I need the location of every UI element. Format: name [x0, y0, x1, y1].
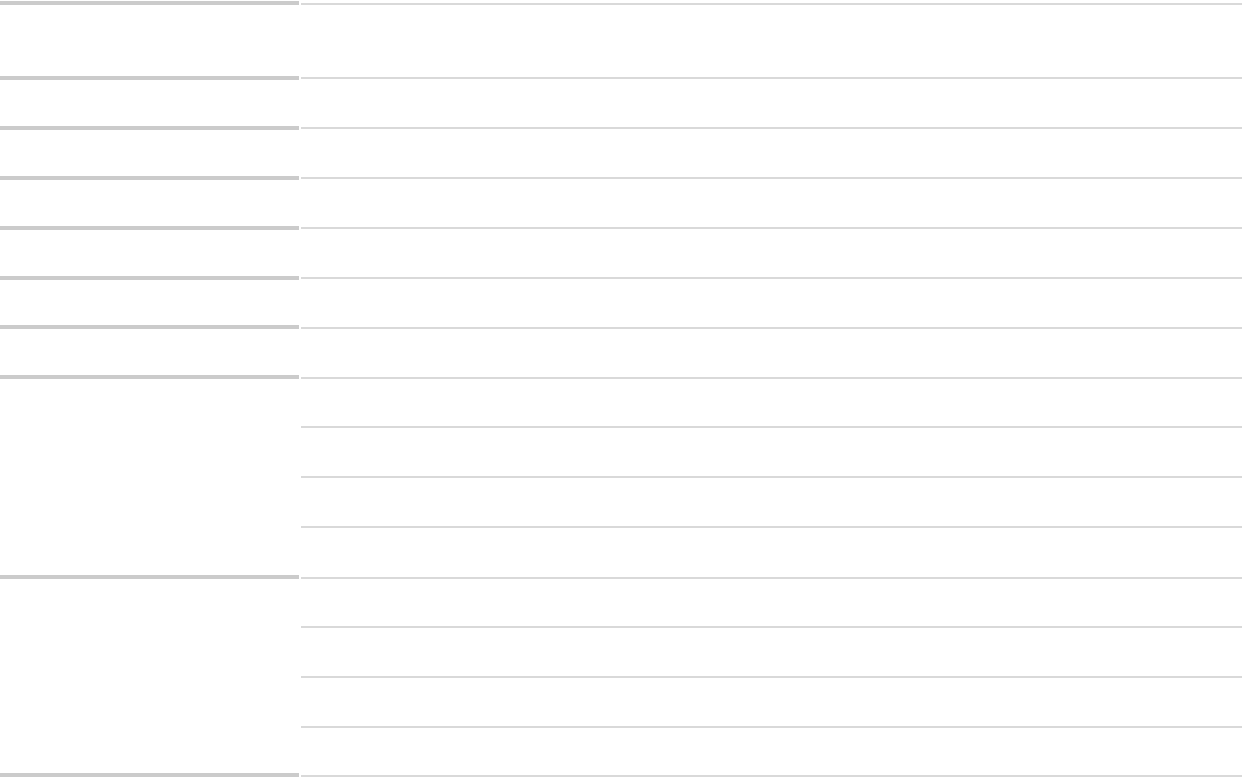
left-divider-line [0, 126, 299, 130]
right-divider-line [301, 377, 1242, 379]
left-divider-line [0, 76, 299, 80]
right-divider-line [301, 726, 1242, 728]
right-divider-line [301, 775, 1242, 777]
right-divider-line [301, 77, 1242, 79]
left-divider-line [0, 575, 299, 579]
left-divider-line [0, 276, 299, 280]
left-divider-line [0, 1, 299, 5]
left-divider-line [0, 375, 299, 379]
right-divider-line [301, 577, 1242, 579]
right-divider-line [301, 676, 1242, 678]
right-divider-line [301, 3, 1242, 5]
right-divider-line [301, 626, 1242, 628]
right-divider-line [301, 426, 1242, 428]
left-divider-line [0, 226, 299, 230]
right-divider-line [301, 476, 1242, 478]
right-divider-line [301, 277, 1242, 279]
left-divider-line [0, 773, 299, 777]
right-divider-line [301, 327, 1242, 329]
right-divider-line [301, 526, 1242, 528]
right-divider-line [301, 127, 1242, 129]
right-divider-line [301, 227, 1242, 229]
left-divider-line [0, 176, 299, 180]
right-divider-line [301, 177, 1242, 179]
left-divider-line [0, 325, 299, 329]
